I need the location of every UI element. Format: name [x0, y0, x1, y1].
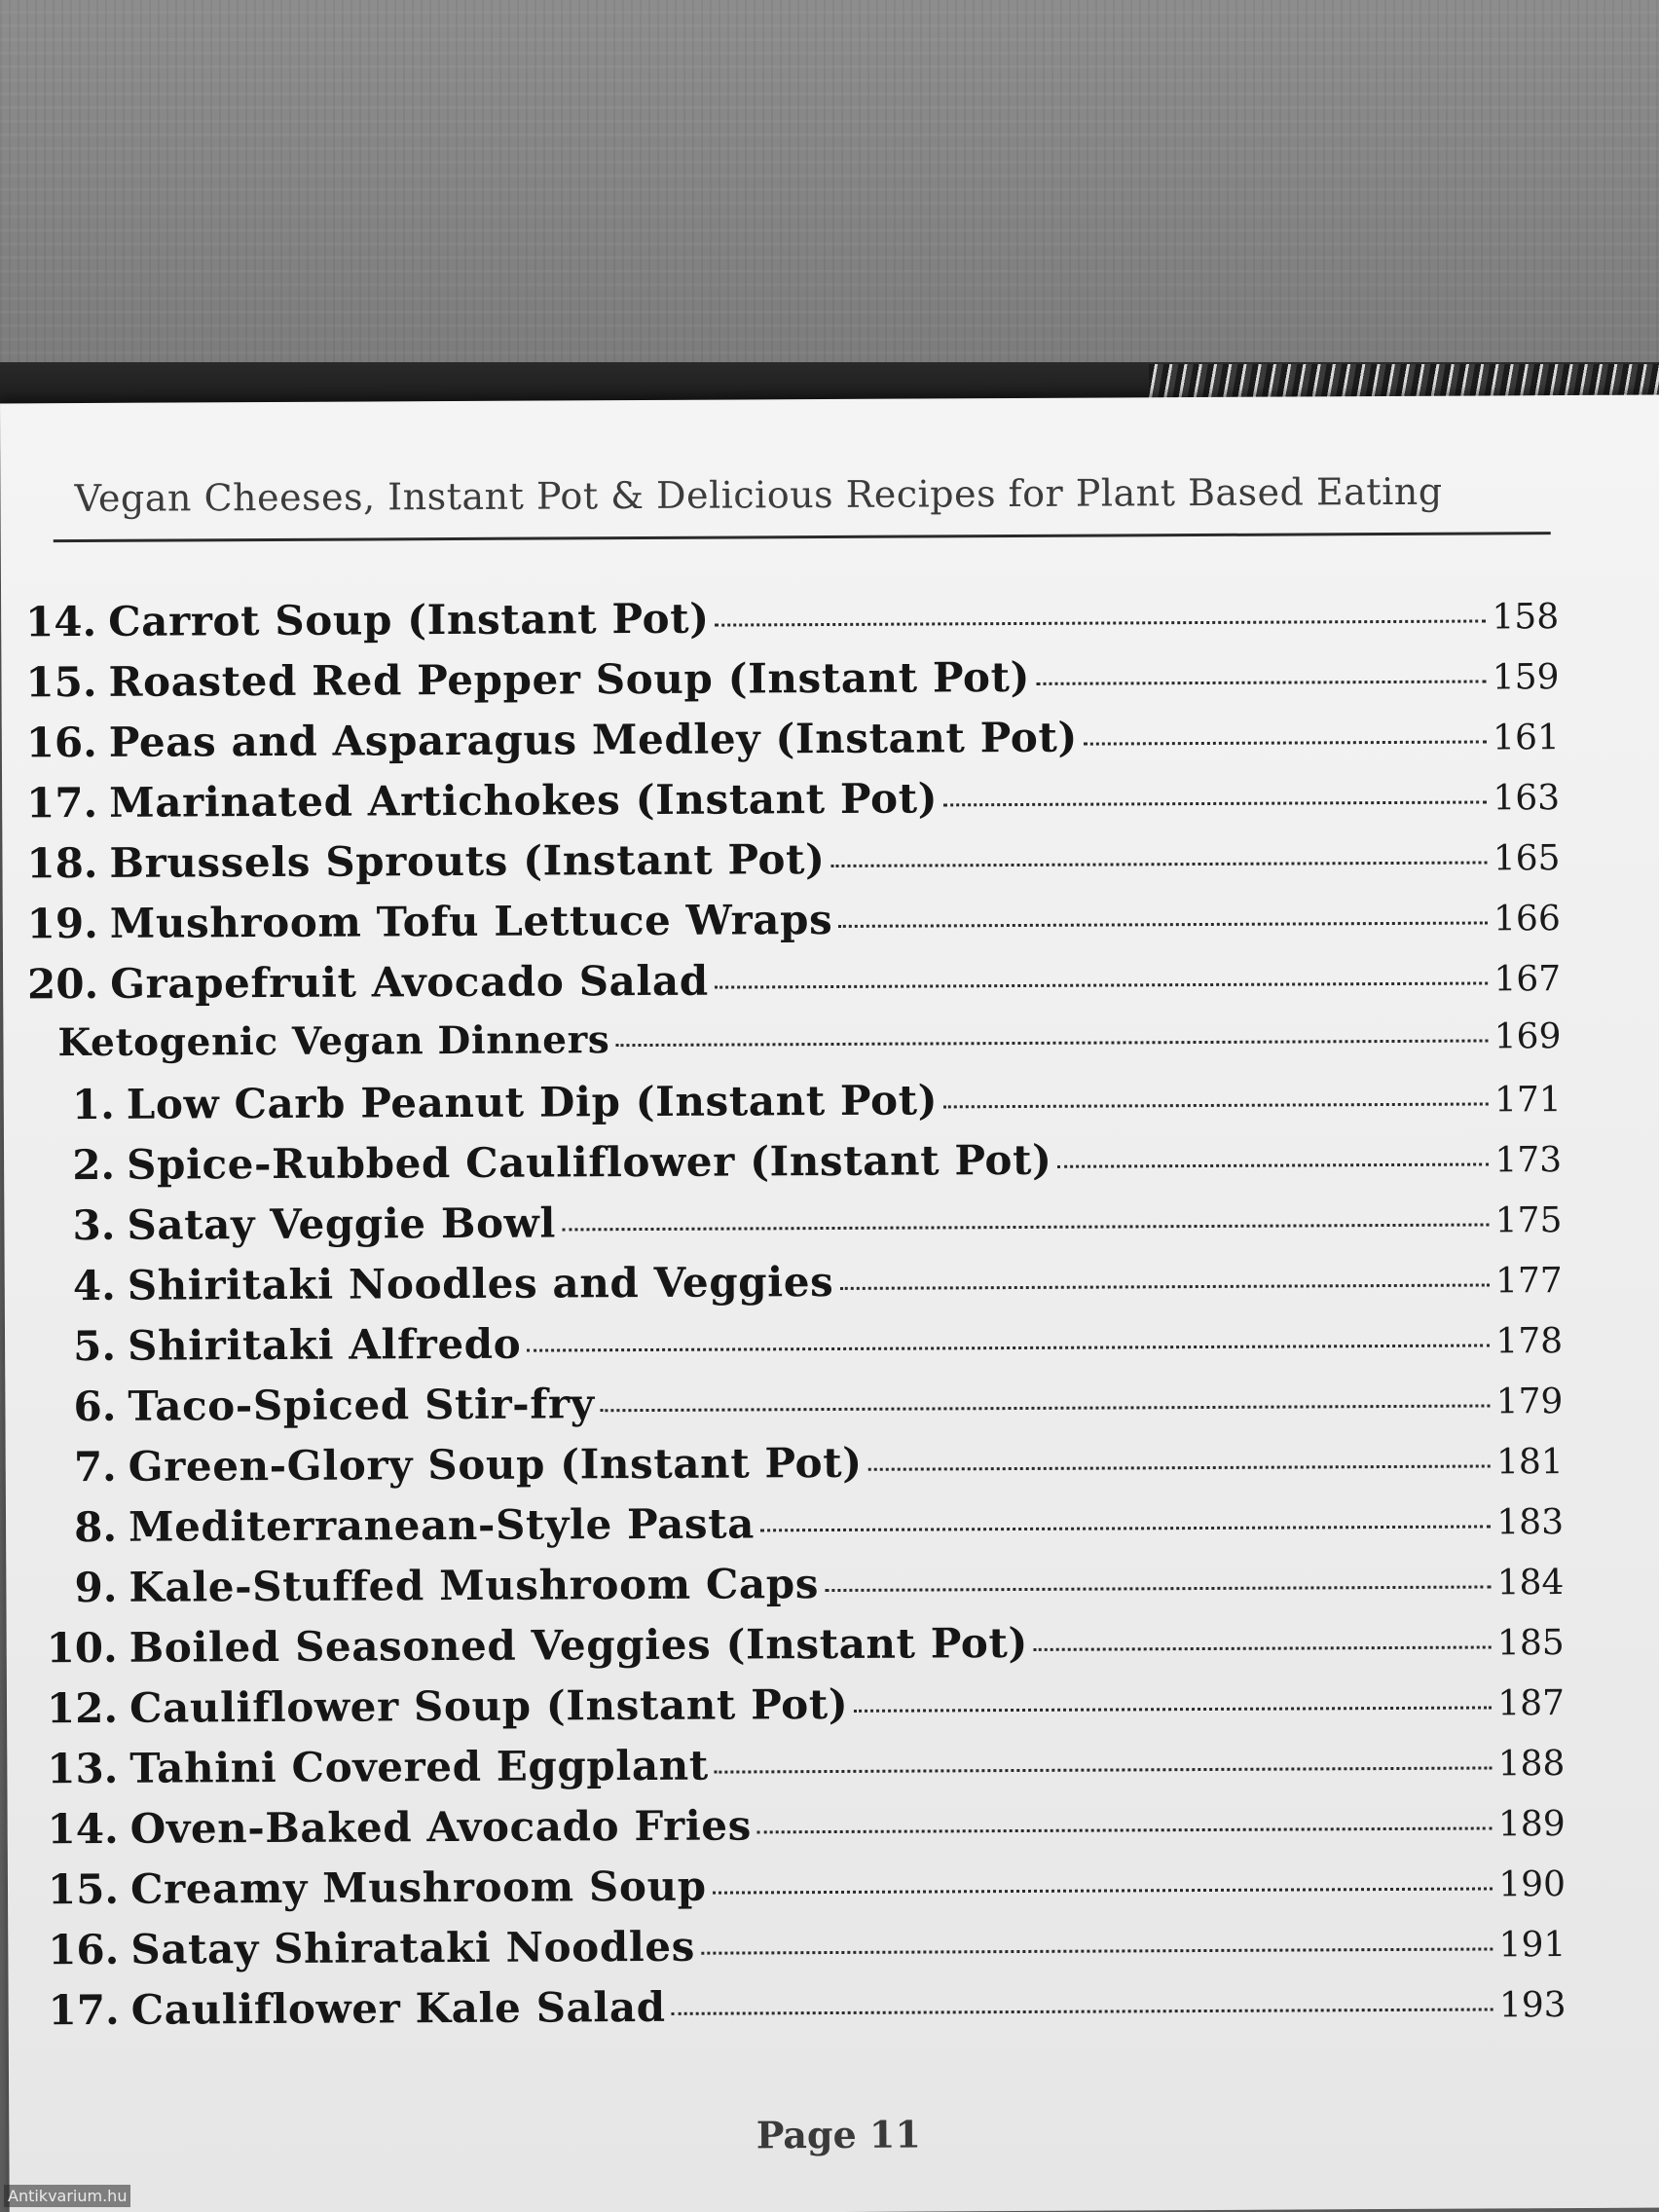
toc-entry-title: Mediterranean-Style Pasta: [128, 1499, 756, 1551]
toc-entry-number: 10.: [46, 1623, 118, 1673]
dot-leader: [701, 1947, 1493, 1954]
toc-entry-number: 15.: [47, 1864, 120, 1914]
toc-entry-page: 193: [1498, 1985, 1567, 2026]
dot-leader: [838, 921, 1488, 927]
page-number: Page 11: [756, 2112, 921, 2157]
dot-leader: [562, 1223, 1490, 1231]
dot-leader: [825, 1585, 1492, 1592]
toc-entry: [23, 1797, 1566, 1860]
toc-entry-title: Peas and Asparagus Medley (Instant Pot): [108, 713, 1078, 766]
toc-entry-number: 14.: [24, 597, 97, 646]
toc-entry-title: Cauliflower Soup (Instant Pot): [129, 1679, 849, 1732]
dot-leader: [943, 800, 1487, 806]
toc-entry-number: 13.: [47, 1744, 119, 1793]
toc-entry-page: 175: [1494, 1200, 1563, 1241]
dot-leader: [1058, 1162, 1490, 1167]
toc-entry-title: Tahini Covered Eggplant: [129, 1741, 709, 1792]
toc-entry-number: 1.: [71, 1080, 115, 1129]
toc-entry: [21, 1435, 1564, 1497]
toc-entry: [20, 1314, 1563, 1377]
toc-entry-page: 177: [1494, 1261, 1563, 1302]
toc-entry-page: 161: [1493, 718, 1560, 758]
toc-entry-title: Shiritaki Noodles and Veggies: [127, 1257, 834, 1309]
toc-entry-title: Taco-Spiced Stir-fry: [128, 1380, 595, 1430]
toc-entry-title: Satay Veggie Bowl: [127, 1198, 557, 1249]
toc-entry-title: Grapefruit Avocado Salad: [110, 956, 709, 1008]
toc-entry-title: Brussels Sprouts (Instant Pot): [109, 835, 826, 887]
toc-entry-title: Boiled Seasoned Veggies (Instant Pot): [129, 1618, 1029, 1672]
toc-entry-number: 12.: [46, 1683, 119, 1733]
toc-entry: [2, 711, 1560, 773]
toc-entry-number: 20.: [26, 959, 99, 1009]
toc-entry: [24, 1978, 1567, 2041]
table-backdrop: [0, 0, 1659, 409]
toc-entry-title: Kale-Stuffed Mushroom Caps: [129, 1560, 820, 1611]
toc-entry-title: Low Carb Peanut Dip (Instant Pot): [126, 1076, 939, 1128]
dot-leader: [715, 1766, 1493, 1773]
dot-leader: [1034, 1645, 1492, 1650]
toc-entry-title: Spice-Rubbed Cauliflower (Instant Pot): [126, 1135, 1052, 1189]
toc-entry: [22, 1737, 1565, 1799]
toc-entry-title: Shiritaki Alfredo: [127, 1319, 522, 1370]
toc-entry-page: 163: [1493, 778, 1561, 819]
toc-section-title: Ketogenic Vegan Dinners: [57, 1017, 610, 1066]
toc-entry-page: 173: [1494, 1140, 1563, 1181]
header-divider: [54, 532, 1551, 542]
dot-leader: [854, 1706, 1492, 1712]
dot-leader: [868, 1464, 1491, 1470]
toc-section-heading: [57, 1013, 1561, 1075]
toc-entry-page: 191: [1498, 1925, 1567, 1966]
toc-entry-title: Creamy Mushroom Soup: [129, 1862, 707, 1913]
toc-entry-page: 181: [1495, 1442, 1564, 1483]
toc-entry-page: 190: [1498, 1864, 1567, 1905]
toc-entry: [21, 1495, 1564, 1558]
toc-entry: [1, 590, 1559, 652]
toc-entry-number: 8.: [74, 1502, 118, 1552]
toc-entry: [19, 1194, 1562, 1256]
running-header: Vegan Cheeses, Instant Pot & Delicious Recipes for Plant Based Eating: [74, 469, 1443, 521]
toc-entry-number: 19.: [26, 899, 98, 948]
toc-entry: [20, 1254, 1563, 1316]
dot-leader: [1084, 740, 1487, 745]
toc-entry: [2, 831, 1560, 894]
toc-entry-page: 178: [1495, 1321, 1564, 1362]
dot-leader: [831, 861, 1488, 867]
toc-entry-number: 14.: [47, 1804, 119, 1854]
dot-leader: [760, 1525, 1491, 1531]
toc-entry: [22, 1616, 1565, 1678]
toc-entry-page: 167: [1493, 959, 1562, 1000]
toc-entry-page: 184: [1496, 1563, 1565, 1604]
toc-entry-page: 179: [1495, 1382, 1564, 1422]
toc-entry-page: 169: [1493, 1016, 1562, 1057]
dot-leader: [943, 1102, 1489, 1108]
toc-entry-page: 183: [1496, 1502, 1565, 1543]
toc-entry-number: 16.: [25, 718, 97, 767]
toc-entry-title: Roasted Red Pepper Soup (Instant Pot): [108, 652, 1031, 706]
toc-entry-page: 188: [1497, 1744, 1566, 1785]
toc-entry-number: 7.: [73, 1442, 117, 1492]
toc-entry: [19, 1073, 1562, 1135]
toc-entry-page: 159: [1492, 657, 1560, 698]
dot-leader: [716, 619, 1487, 626]
toc-entry-number: 17.: [25, 778, 98, 828]
toc-entry-page: 189: [1497, 1804, 1566, 1845]
toc-entry-number: 9.: [74, 1563, 118, 1612]
dot-leader: [1036, 680, 1487, 684]
dot-leader: [713, 1887, 1493, 1894]
toc-entry: [3, 952, 1561, 1014]
toc-entry-number: 2.: [72, 1140, 116, 1190]
toc-entry-page: 166: [1493, 899, 1561, 940]
toc-entry-number: 5.: [73, 1321, 117, 1371]
toc-entry-number: 17.: [48, 1985, 120, 2035]
toc-entry-title: Marinated Artichokes (Instant Pot): [109, 774, 939, 827]
toc-entry-number: 18.: [26, 838, 98, 888]
toc-entry-page: 165: [1493, 838, 1561, 879]
toc-entry-number: 15.: [25, 657, 97, 707]
toc-entry-page: 171: [1493, 1080, 1562, 1121]
toc-entry-number: 4.: [72, 1261, 116, 1310]
dot-leader: [839, 1283, 1490, 1289]
toc-entry-title: Satay Shirataki Noodles: [130, 1922, 696, 1973]
toc-entry: [22, 1677, 1565, 1739]
toc-entry: [23, 1858, 1566, 1920]
toc-entry-title: Green-Glory Soup (Instant Pot): [128, 1438, 863, 1491]
book-page: [0, 395, 1659, 2212]
toc-entry-page: 158: [1492, 597, 1560, 638]
toc-entry-number: 6.: [73, 1382, 117, 1431]
toc-entry: [20, 1375, 1563, 1437]
toc-entry-title: Mushroom Tofu Lettuce Wraps: [109, 895, 833, 947]
dot-leader: [757, 1826, 1493, 1833]
toc-entry-number: 16.: [48, 1925, 120, 1974]
toc-entry: [1, 650, 1559, 713]
toc-entry-title: Carrot Soup (Instant Pot): [108, 594, 710, 645]
dot-leader: [615, 1039, 1488, 1047]
toc-entry-number: 3.: [72, 1200, 116, 1250]
toc-entry: [2, 771, 1560, 833]
toc-entry-title: Cauliflower Kale Salad: [130, 1982, 666, 2034]
toc-entry-title: Oven-Baked Avocado Fries: [129, 1801, 753, 1853]
dot-leader: [527, 1344, 1490, 1351]
dot-leader: [715, 981, 1489, 988]
toc-entry: [21, 1556, 1564, 1618]
toc-entry-page: 185: [1496, 1623, 1565, 1664]
toc-entry: [3, 892, 1561, 954]
watermark: Antikvarium.hu: [4, 2185, 130, 2207]
dot-leader: [672, 2008, 1493, 2014]
dot-leader: [601, 1404, 1491, 1412]
toc-entry: [19, 1133, 1562, 1196]
toc-entry: [23, 1918, 1566, 1980]
toc-entry-page: 187: [1497, 1683, 1566, 1724]
